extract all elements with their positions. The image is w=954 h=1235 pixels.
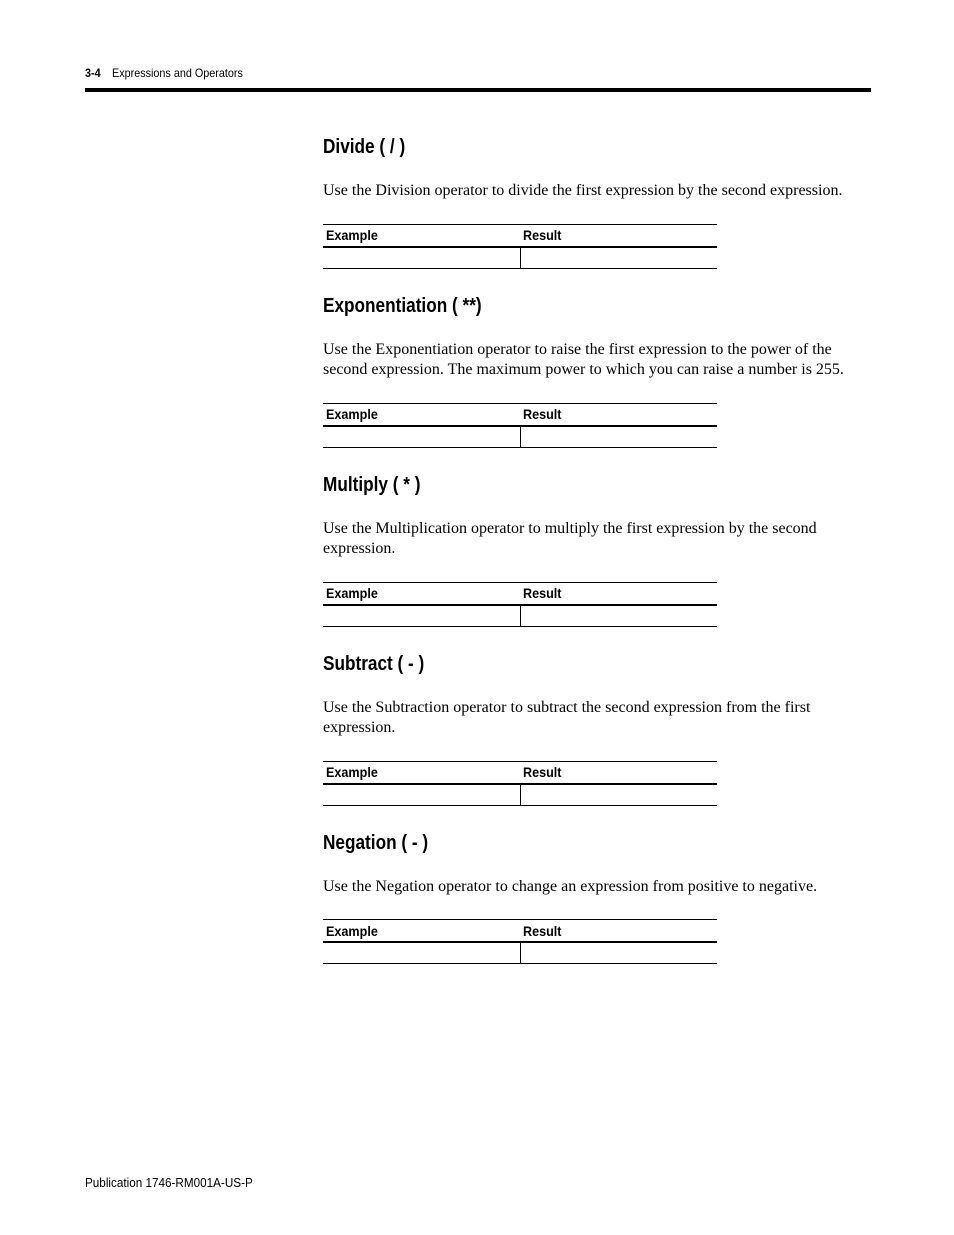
page-number: 3-4 [85,66,101,80]
table-header-row [323,920,717,943]
section-heading: Divide ( / ) [323,136,406,158]
column-header-example: Example [323,761,520,784]
table-row [323,247,717,269]
section-body: Use the Subtraction operator to subtract the second expression from the first expression. [323,698,811,736]
section-exponentiation [323,293,871,448]
table-header-row [323,403,717,426]
section-body: Use the Division operator to divide the first expression by the second expression. [323,182,843,199]
table-row [323,784,717,806]
column-header-result: Result [520,761,717,784]
section-subtract [323,651,871,806]
section-body: Use the Multiplication operator to multiply the first expression by the second expression. [323,519,817,557]
publication-footer: Publication 1746-RM001A-US-P [85,1175,253,1190]
table-cell-example [323,426,520,448]
column-header-example: Example [323,582,520,605]
example-table [323,582,717,627]
table-cell-example [323,784,520,806]
example-table [323,919,717,964]
column-header-example: Example [323,403,520,426]
section-multiply [323,472,871,627]
page-content [323,134,871,964]
table-row [323,605,717,627]
section-body: Use the Negation operator to change an expression from positive to negative. [323,877,818,895]
table-cell-result [520,784,717,806]
section-heading: Exponentiation ( **) [323,294,482,317]
table-cell-result [520,247,717,269]
table-cell-result [520,605,717,627]
section-heading: Negation ( - ) [323,831,429,854]
header-rule [85,88,871,92]
chapter-title: Expressions and Operators [112,66,243,80]
column-header-result: Result [520,403,717,426]
example-table [323,761,717,806]
column-header-result: Result [520,582,717,605]
table-row [323,942,717,964]
column-header-result: Result [520,920,717,943]
column-header-result: Result [520,224,717,247]
table-header-row [323,761,717,784]
running-header [85,66,243,80]
table-cell-result [520,426,717,448]
section-body: Use the Exponentiation operator to raise the first expression to the power of the second expression. The maximum power to which you can raise a number is 255. [323,340,844,378]
column-header-example: Example [323,224,520,247]
table-header-row [323,224,717,247]
example-table [323,403,717,448]
example-table [323,224,717,269]
table-header-row [323,582,717,605]
table-row [323,426,717,448]
table-cell-example [323,247,520,269]
table-cell-example [323,605,520,627]
column-header-example: Example [323,920,520,943]
section-negation [323,830,871,965]
section-heading: Multiply ( * ) [323,473,421,496]
section-divide [323,134,871,269]
table-cell-result [520,942,717,964]
table-cell-example [323,942,520,964]
section-heading: Subtract ( - ) [323,652,425,675]
